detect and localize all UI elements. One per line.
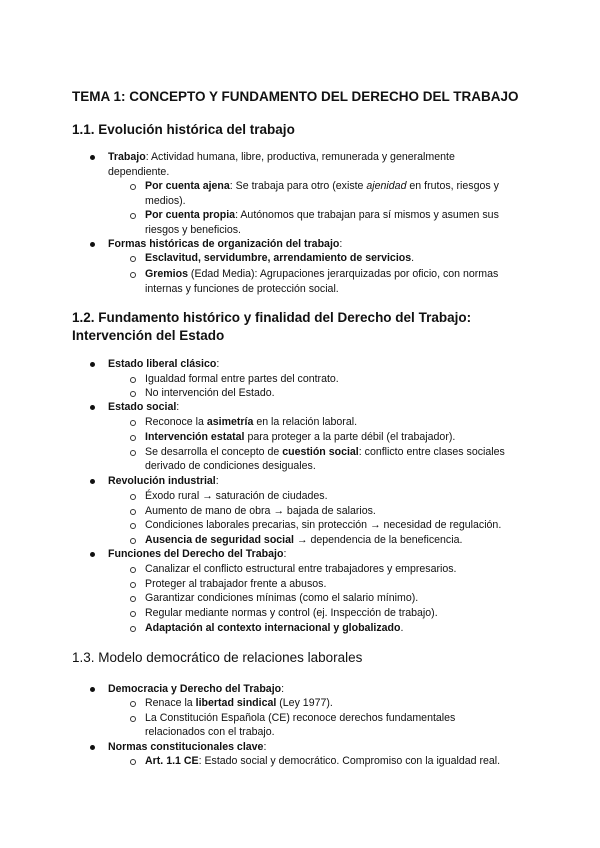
text: :	[281, 683, 285, 695]
term-democracia: Democracia y Derecho del Trabajo	[108, 683, 282, 695]
circle-bullet-icon	[130, 435, 136, 441]
circle-bullet-icon	[130, 759, 136, 765]
circle-bullet-icon	[130, 716, 136, 722]
list-item: Canalizar el conflicto estructural entre trabajadores y empresarios.	[145, 563, 457, 575]
term-asimetria: asimetría	[206, 416, 254, 428]
list-item	[108, 740, 266, 754]
list-item: Éxodo rural → saturación de ciudades.	[145, 490, 328, 502]
section-heading-1-1: 1.1. Evolución histórica del trabajo	[72, 122, 295, 137]
text: .	[411, 252, 415, 264]
circle-bullet-icon	[130, 420, 136, 426]
text: (Edad Media): Agrupaciones jerarquizadas por oficio, con normas	[187, 268, 499, 280]
list-item: La Constitución Española (CE) reconoce derechos fundamentales	[145, 712, 456, 724]
term-funciones: Funciones del Derecho del Trabajo	[108, 548, 284, 560]
list-item	[108, 150, 455, 164]
circle-bullet-icon	[130, 523, 136, 529]
list-item	[145, 445, 505, 459]
list-item	[108, 682, 284, 696]
text: : Se trabaja para otro (existe	[229, 180, 367, 192]
list-item	[145, 754, 500, 768]
list-item	[145, 267, 498, 281]
text: :	[283, 548, 287, 560]
term-cuestion-social: cuestión social	[282, 446, 359, 458]
list-item-continuation: riesgos y beneficios.	[145, 224, 241, 236]
list-item-continuation: internas y funciones de protección social.	[145, 283, 339, 295]
list-item: Aumento de mano de obra → bajada de salarios.	[145, 505, 376, 517]
text: en frutos, riesgos y	[406, 180, 499, 192]
term-ausencia-seguridad-social: Ausencia de seguridad social	[145, 534, 294, 546]
text: :	[216, 358, 220, 370]
bullet-icon	[90, 155, 95, 160]
term-cuenta-ajena: Por cuenta ajena	[145, 180, 230, 192]
list-item	[145, 179, 499, 193]
list-item: Regular mediante normas y control (ej. Inspección de trabajo).	[145, 607, 438, 619]
circle-bullet-icon	[130, 701, 136, 707]
text: : Estado social y democrático. Compromiso con la igualdad real.	[198, 755, 501, 767]
list-item: Garantizar condiciones mínimas (como el salario mínimo).	[145, 592, 419, 604]
list-item: Proteger al trabajador frente a abusos.	[145, 578, 327, 590]
circle-bullet-icon	[130, 256, 136, 262]
list-item	[108, 474, 219, 488]
list-item: No intervención del Estado.	[145, 387, 275, 399]
list-item	[108, 400, 179, 414]
term-art-1-1-ce: Art. 1.1 CE	[145, 755, 199, 767]
document-title: TEMA 1: CONCEPTO Y FUNDAMENTO DEL DERECHO DEL TRABAJO	[72, 89, 519, 104]
text: para proteger a la parte débil (el trabajador).	[244, 431, 456, 443]
circle-bullet-icon	[130, 184, 136, 190]
term-libertad-sindical: libertad sindical	[195, 697, 277, 709]
section-heading-1-2	[72, 309, 471, 345]
list-item	[145, 415, 357, 429]
text: en la relación laboral.	[253, 416, 358, 428]
text: :	[339, 238, 343, 250]
circle-bullet-icon	[130, 596, 136, 602]
term-estado-liberal: Estado liberal clásico	[108, 358, 217, 370]
term-formas-historicas: Formas históricas de organización del trabajo	[108, 238, 340, 250]
section-heading-1-3: 1.3. Modelo democrático de relaciones laborales	[72, 650, 363, 665]
list-item: Igualdad formal entre partes del contrato.	[145, 373, 339, 385]
term-intervencion-estatal: Intervención estatal	[145, 431, 245, 443]
term-cuenta-propia: Por cuenta propia	[145, 209, 236, 221]
text: :	[215, 475, 219, 487]
text: : conflicto entre clases sociales	[358, 446, 505, 458]
circle-bullet-icon	[130, 582, 136, 588]
circle-bullet-icon	[130, 377, 136, 383]
list-item	[145, 621, 403, 635]
term-ajenidad: ajenidad	[366, 180, 407, 192]
circle-bullet-icon	[130, 213, 136, 219]
list-item	[145, 208, 499, 222]
circle-bullet-icon	[130, 450, 136, 456]
heading-line: Intervención del Estado	[72, 328, 225, 343]
text: : Actividad humana, libre, productiva, remunerada y generalmente	[145, 151, 455, 163]
bullet-icon	[90, 745, 95, 750]
text: .	[400, 622, 404, 634]
circle-bullet-icon	[130, 538, 136, 544]
text: (Ley 1977).	[276, 697, 333, 709]
circle-bullet-icon	[130, 567, 136, 573]
text: → dependencia de la beneficencia.	[293, 534, 463, 546]
list-item-continuation: relacionados con el trabajo.	[145, 726, 275, 738]
text: :	[263, 741, 267, 753]
term-adaptacion: Adaptación al contexto internacional y globalizado	[145, 622, 401, 634]
list-item-continuation: medios).	[145, 195, 186, 207]
term-revolucion-industrial: Revolución industrial	[108, 475, 216, 487]
bullet-icon	[90, 552, 95, 557]
circle-bullet-icon	[130, 509, 136, 515]
text: Reconoce la	[145, 416, 207, 428]
term-gremios: Gremios	[145, 268, 188, 280]
text: : Autónomos que trabajan para sí mismos y asumen sus	[235, 209, 499, 221]
text: Se desarrolla el concepto de	[145, 446, 283, 458]
list-item	[108, 237, 342, 251]
text: :	[176, 401, 180, 413]
bullet-icon	[90, 405, 95, 410]
heading-line: 1.2. Fundamento histórico y finalidad del Derecho del Trabajo:	[72, 310, 472, 325]
text: Renace la	[145, 697, 196, 709]
bullet-icon	[90, 687, 95, 692]
circle-bullet-icon	[130, 626, 136, 632]
bullet-icon	[90, 479, 95, 484]
term-esclavitud: Esclavitud, servidumbre, arrendamiento de servicios	[145, 252, 412, 264]
list-item	[145, 430, 455, 444]
list-item	[145, 696, 333, 710]
list-item: Condiciones laborales precarias, sin protección → necesidad de regulación.	[145, 519, 502, 531]
bullet-icon	[90, 362, 95, 367]
bullet-icon	[90, 242, 95, 247]
list-item	[145, 533, 462, 547]
term-estado-social: Estado social	[108, 401, 177, 413]
circle-bullet-icon	[130, 494, 136, 500]
list-item	[108, 357, 219, 371]
circle-bullet-icon	[130, 391, 136, 397]
circle-bullet-icon	[130, 272, 136, 278]
list-item	[108, 547, 286, 561]
term-normas-constitucionales: Normas constitucionales clave	[108, 741, 264, 753]
circle-bullet-icon	[130, 611, 136, 617]
term-trabajo: Trabajo	[108, 151, 146, 163]
list-item-continuation: derivado de condiciones desiguales.	[145, 460, 316, 472]
list-item	[145, 251, 414, 265]
list-item-continuation: dependiente.	[108, 166, 170, 178]
